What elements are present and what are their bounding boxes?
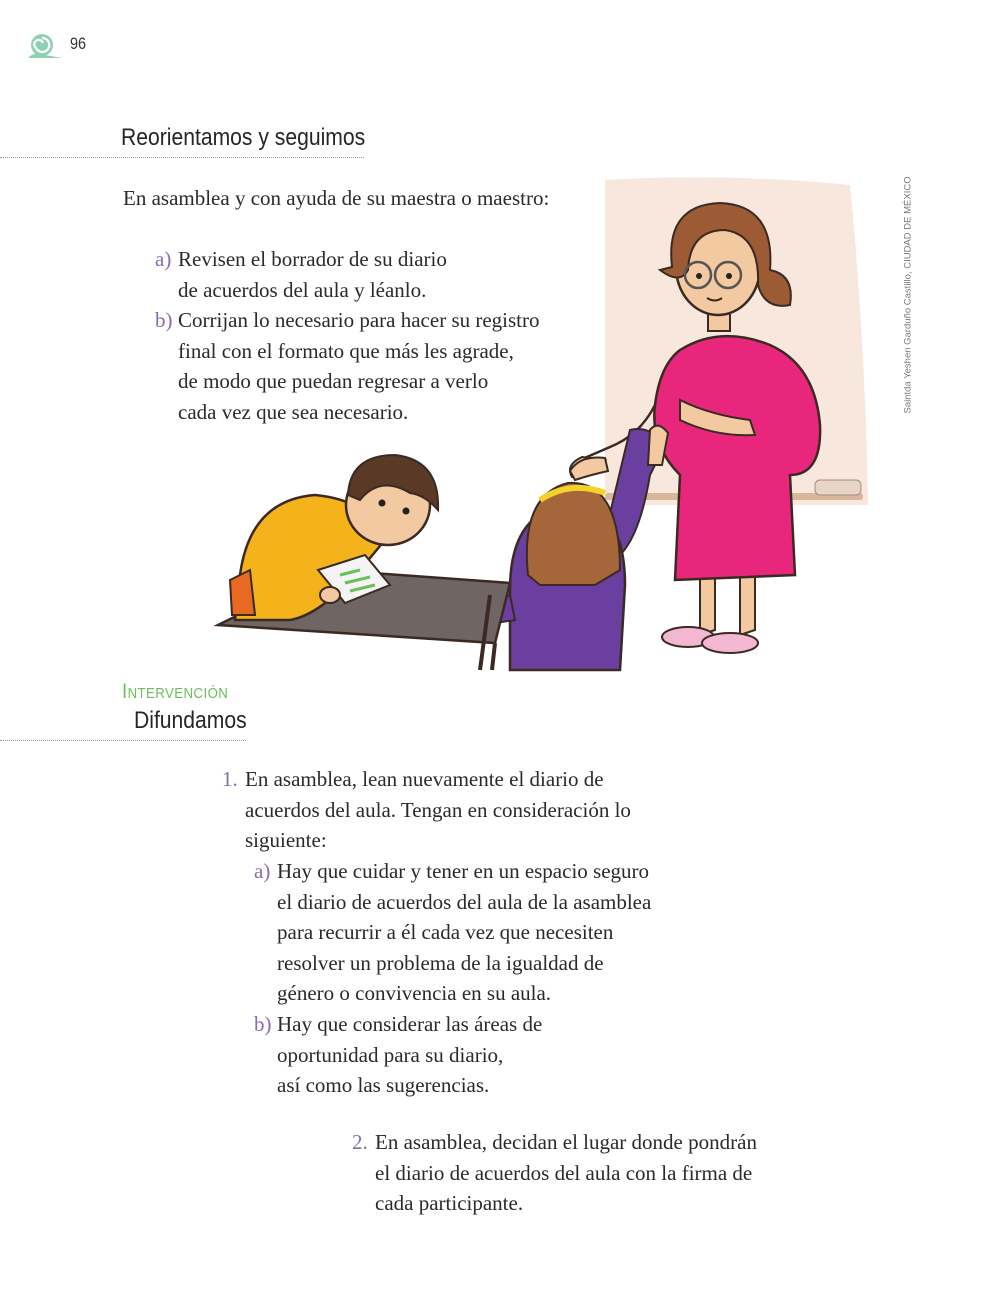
classroom-illustration — [210, 175, 880, 675]
item-line: de modo que puedan regresar a verlo — [178, 369, 489, 393]
item-line: de acuerdos del aula y léanlo. — [178, 277, 427, 302]
item-line: cada participante. — [375, 1191, 524, 1215]
item-line: oportunidad para su diario, — [277, 1042, 504, 1067]
sub-item-b — [254, 1009, 542, 1101]
item-line: cada vez que sea necesario. — [178, 399, 409, 424]
item-line: acuerdos del aula. Tengan en consideración lo — [245, 797, 631, 822]
numbered-item-1 — [222, 764, 631, 856]
item-line: el diario de acuerdos del aula de la asamblea — [277, 889, 652, 914]
item-number: 1. — [222, 767, 238, 791]
section-title-difundamos: Difundamos — [134, 707, 247, 734]
item-line: final con el formato que más les agrade, — [178, 338, 514, 363]
item-line: género o convivencia en su aula. — [277, 981, 552, 1005]
item-line: Hay que cuidar y tener en un espacio seguro — [277, 859, 650, 883]
eraser — [815, 480, 861, 495]
phase-label: Intervención — [122, 680, 229, 703]
item-line: el diario de acuerdos del aula con la firma de — [375, 1160, 753, 1185]
item-label: b) — [254, 1012, 272, 1036]
item-number: 2. — [352, 1130, 368, 1154]
sub-item-a — [254, 856, 651, 1009]
item-label: b) — [155, 308, 173, 332]
snail-spiral-icon — [26, 32, 64, 60]
item-line: para recurrir a él cada vez que necesiten — [277, 920, 614, 944]
item-line: Corrijan lo necesario para hacer su registro — [178, 308, 540, 332]
illustration-credit — [897, 178, 919, 418]
item-line: siguiente: — [245, 828, 327, 852]
item-line: resolver un problema de la igualdad de — [277, 950, 604, 975]
page-number: 96 — [70, 34, 87, 53]
item-label: a) — [155, 247, 172, 271]
credit-text: Saintda Yeshen Garduño Castillo, CIUDAD DE MÉXICO — [902, 176, 914, 414]
section-divider — [0, 157, 364, 158]
intro-line: de su maestra o maestro: — [341, 186, 550, 210]
item-line: En asamblea, lean nuevamente el diario de — [245, 767, 604, 791]
item-line: así como las sugerencias. — [277, 1073, 490, 1097]
numbered-item-2 — [352, 1127, 757, 1219]
item-line: Hay que considerar las áreas de — [277, 1012, 543, 1036]
section-title-reorientamos: Reorientamos y seguimos — [121, 124, 366, 151]
intro-line: En asamblea y con ayuda — [123, 186, 337, 210]
item-label: a) — [254, 859, 271, 883]
item-line: En asamblea, decidan el lugar donde pondrán — [375, 1130, 757, 1154]
section-divider — [0, 740, 246, 741]
item-line: Revisen el borrador de su diario — [178, 247, 447, 271]
